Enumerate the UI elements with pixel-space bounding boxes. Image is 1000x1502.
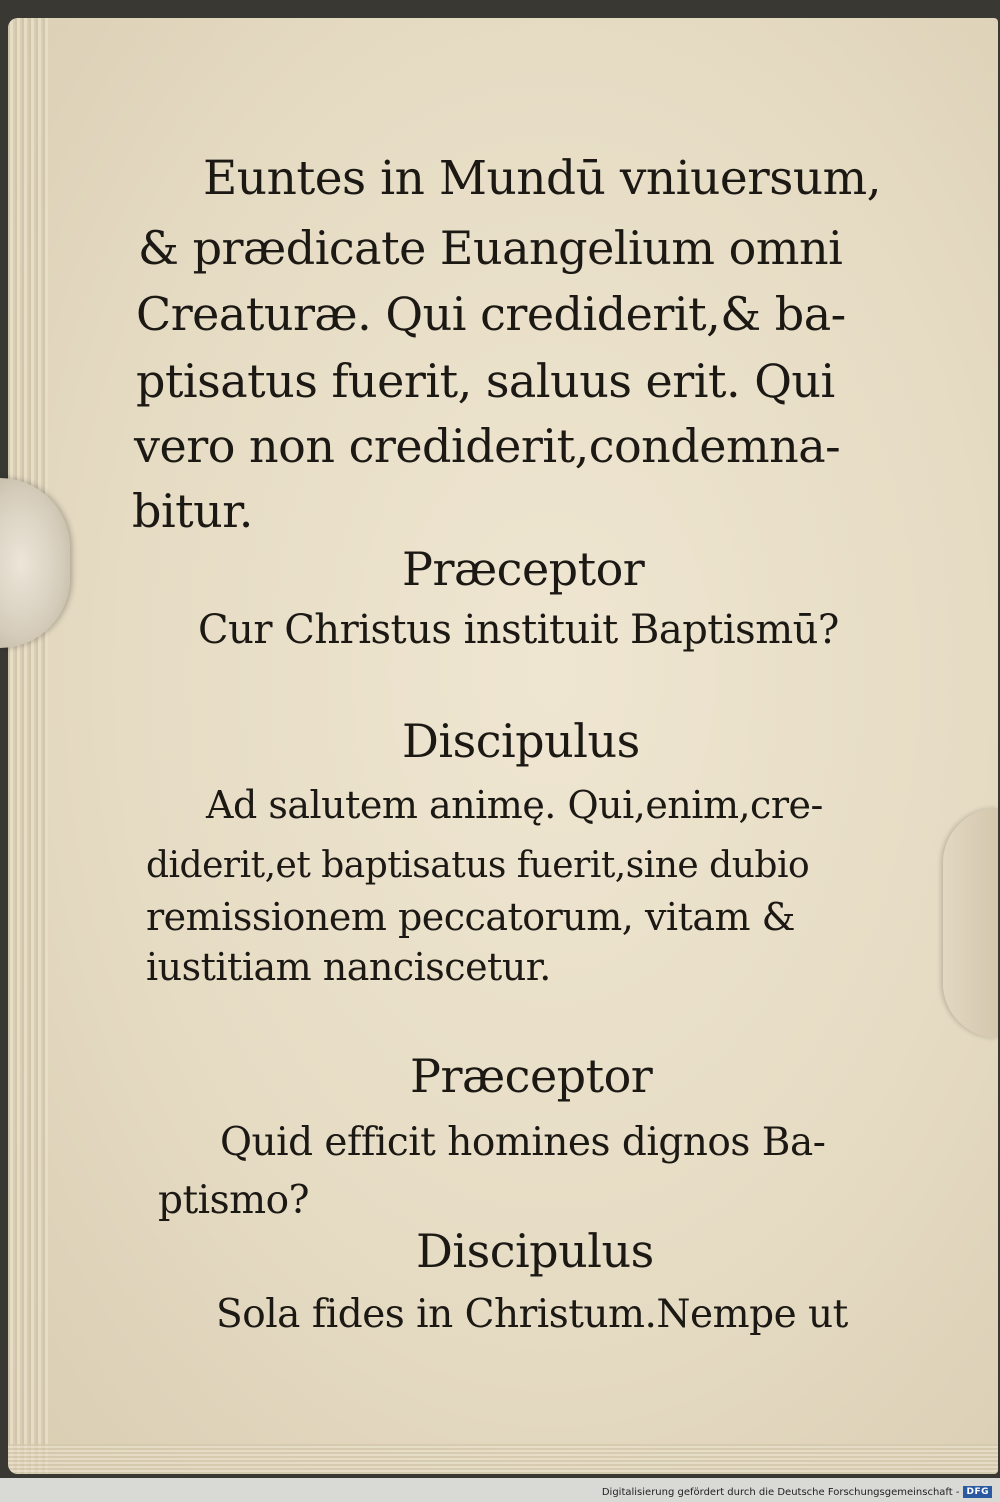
question-line: Quid efficit homines dignos Ba- [220, 1120, 826, 1165]
heading-praeceptor: Præceptor [410, 1049, 653, 1103]
heading-discipulus: Discipulus [416, 1224, 654, 1278]
text-line: bitur. [132, 484, 253, 538]
answer-line: remissionem peccatorum, vitam & [146, 895, 795, 939]
question-line: ptismo? [158, 1178, 309, 1223]
question-line: Cur Christus instituit Baptismū? [198, 607, 839, 653]
text-line: Creaturæ. Qui crediderit,& ba- [136, 287, 846, 341]
footer [602, 1484, 992, 1500]
dfg-logo-icon: DFG [963, 1486, 992, 1498]
answer-line: diderit,et baptisatus fuerit,sine dubio [146, 845, 810, 886]
footer-credit: Digitalisierung gefördert durch die Deutsche Forschungsgemeinschaft - [601, 1486, 960, 1498]
heading-discipulus: Discipulus [402, 714, 640, 768]
answer-line: Sola fides in Christum.Nempe ut [216, 1292, 848, 1337]
book-page [8, 18, 998, 1474]
heading-praeceptor: Præceptor [402, 542, 645, 596]
text-line: ptisatus fuerit, saluus erit. Qui [136, 354, 835, 408]
page-text [8, 18, 998, 1474]
text-line: & prædicate Euangelium omni [138, 221, 843, 275]
text-line: vero non crediderit,condemna- [134, 419, 841, 473]
text-line: Euntes in Mundū vniuersum, [203, 151, 882, 206]
answer-line: Ad salutem animę. Qui,enim,cre- [206, 783, 823, 827]
answer-line: iustitiam nanciscetur. [146, 945, 551, 989]
